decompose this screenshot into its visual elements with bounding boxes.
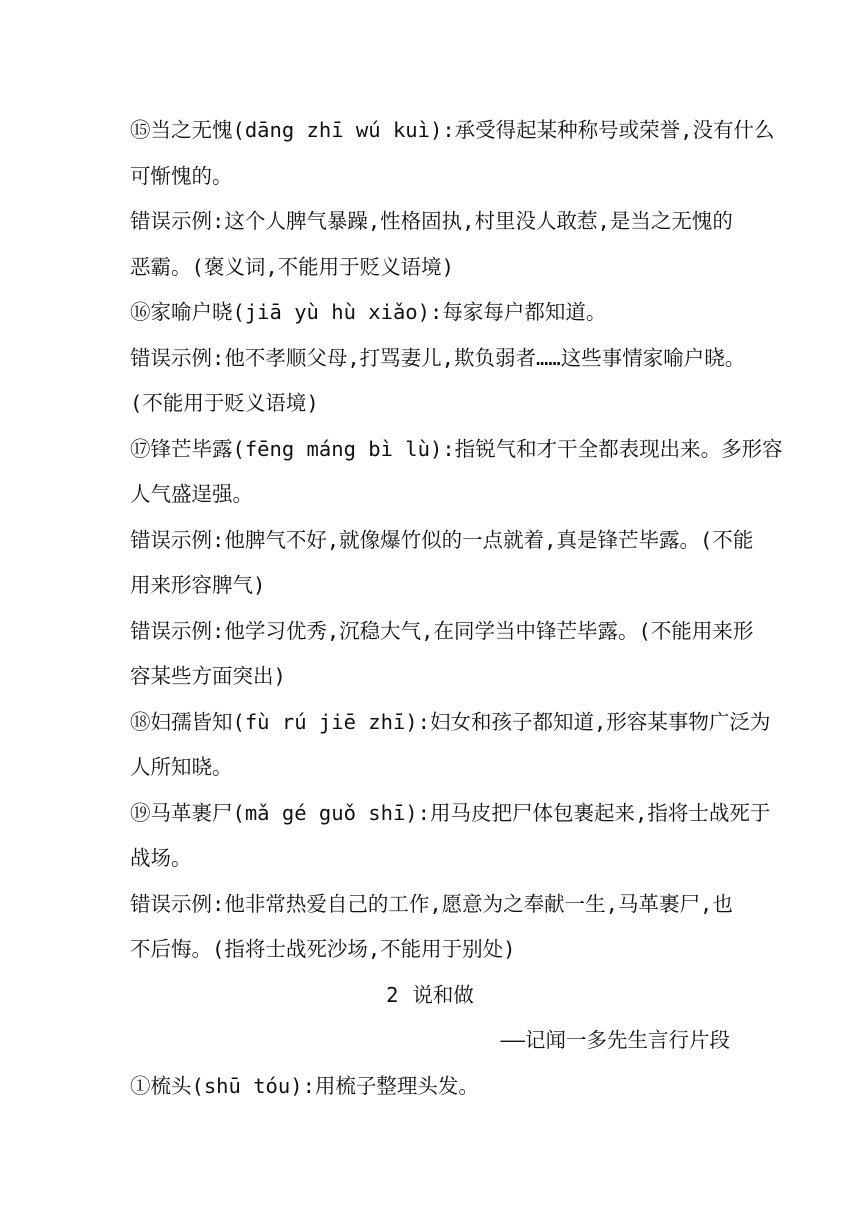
entry-line: ⑯家喻户晓(jiā yù hù xiǎo):每家每户都知道。 [130,300,607,324]
entry-line: ⑰锋芒毕露(fēng máng bì lù):指锐气和才干全都表现出来。多形容 [130,437,783,461]
entry-line: 错误示例:这个人脾气暴躁,性格固执,村里没人敢惹,是当之无愧的 [130,209,733,233]
entry-line: 战场。 [130,846,192,870]
entry-line: 人所知晓。 [130,755,233,779]
entry-line: 用来形容脾气) [130,573,266,597]
entry-line: ⑲马革裹尸(mǎ gé guǒ shī):用马皮把尸体包裹起来,指将士战死于 [130,801,771,825]
lesson-title: 说和做 [412,983,474,1007]
entry-line: 人气盛逞强。 [130,482,253,506]
entry-line: 可惭愧的。 [130,164,233,188]
entry-line: ⑱妇孺皆知(fù rú jiē zhī):妇女和孩子都知道,形容某事物广泛为 [130,710,771,734]
entry-line: 容某些方面突出) [130,664,286,688]
lesson-subtitle: ——记闻一多先生言行片段 [500,1028,730,1052]
entry-line: 错误示例:他学习优秀,沉稳大气,在同学当中锋芒毕露。(不能用来形 [130,619,754,643]
entry-line: 恶霸。(褒义词,不能用于贬义语境) [130,255,455,279]
entry-line: ⑮当之无愧(dāng zhī wú kuì):承受得起某种称号或荣誉,没有什么 [130,118,775,142]
entry-line: (不能用于贬义语境) [130,391,319,415]
entry-line: 错误示例:他非常热爱自己的工作,愿意为之奉献一生,马革裹尸,也 [130,892,733,916]
entry-line: 错误示例:他脾气不好,就像爆竹似的一点就着,真是锋芒毕露。(不能 [130,528,754,552]
entry-line: 错误示例:他不孝顺父母,打骂妻儿,欺负弱者……这些事情家喻户晓。 [130,346,746,370]
lesson-heading [0,982,860,1008]
entry-line: ①梳头(shū tóu):用梳子整理头发。 [130,1074,479,1098]
entry-line: 不后悔。(指将士战死沙场,不能用于别处) [130,937,516,961]
lesson-number: 2 [386,983,399,1007]
